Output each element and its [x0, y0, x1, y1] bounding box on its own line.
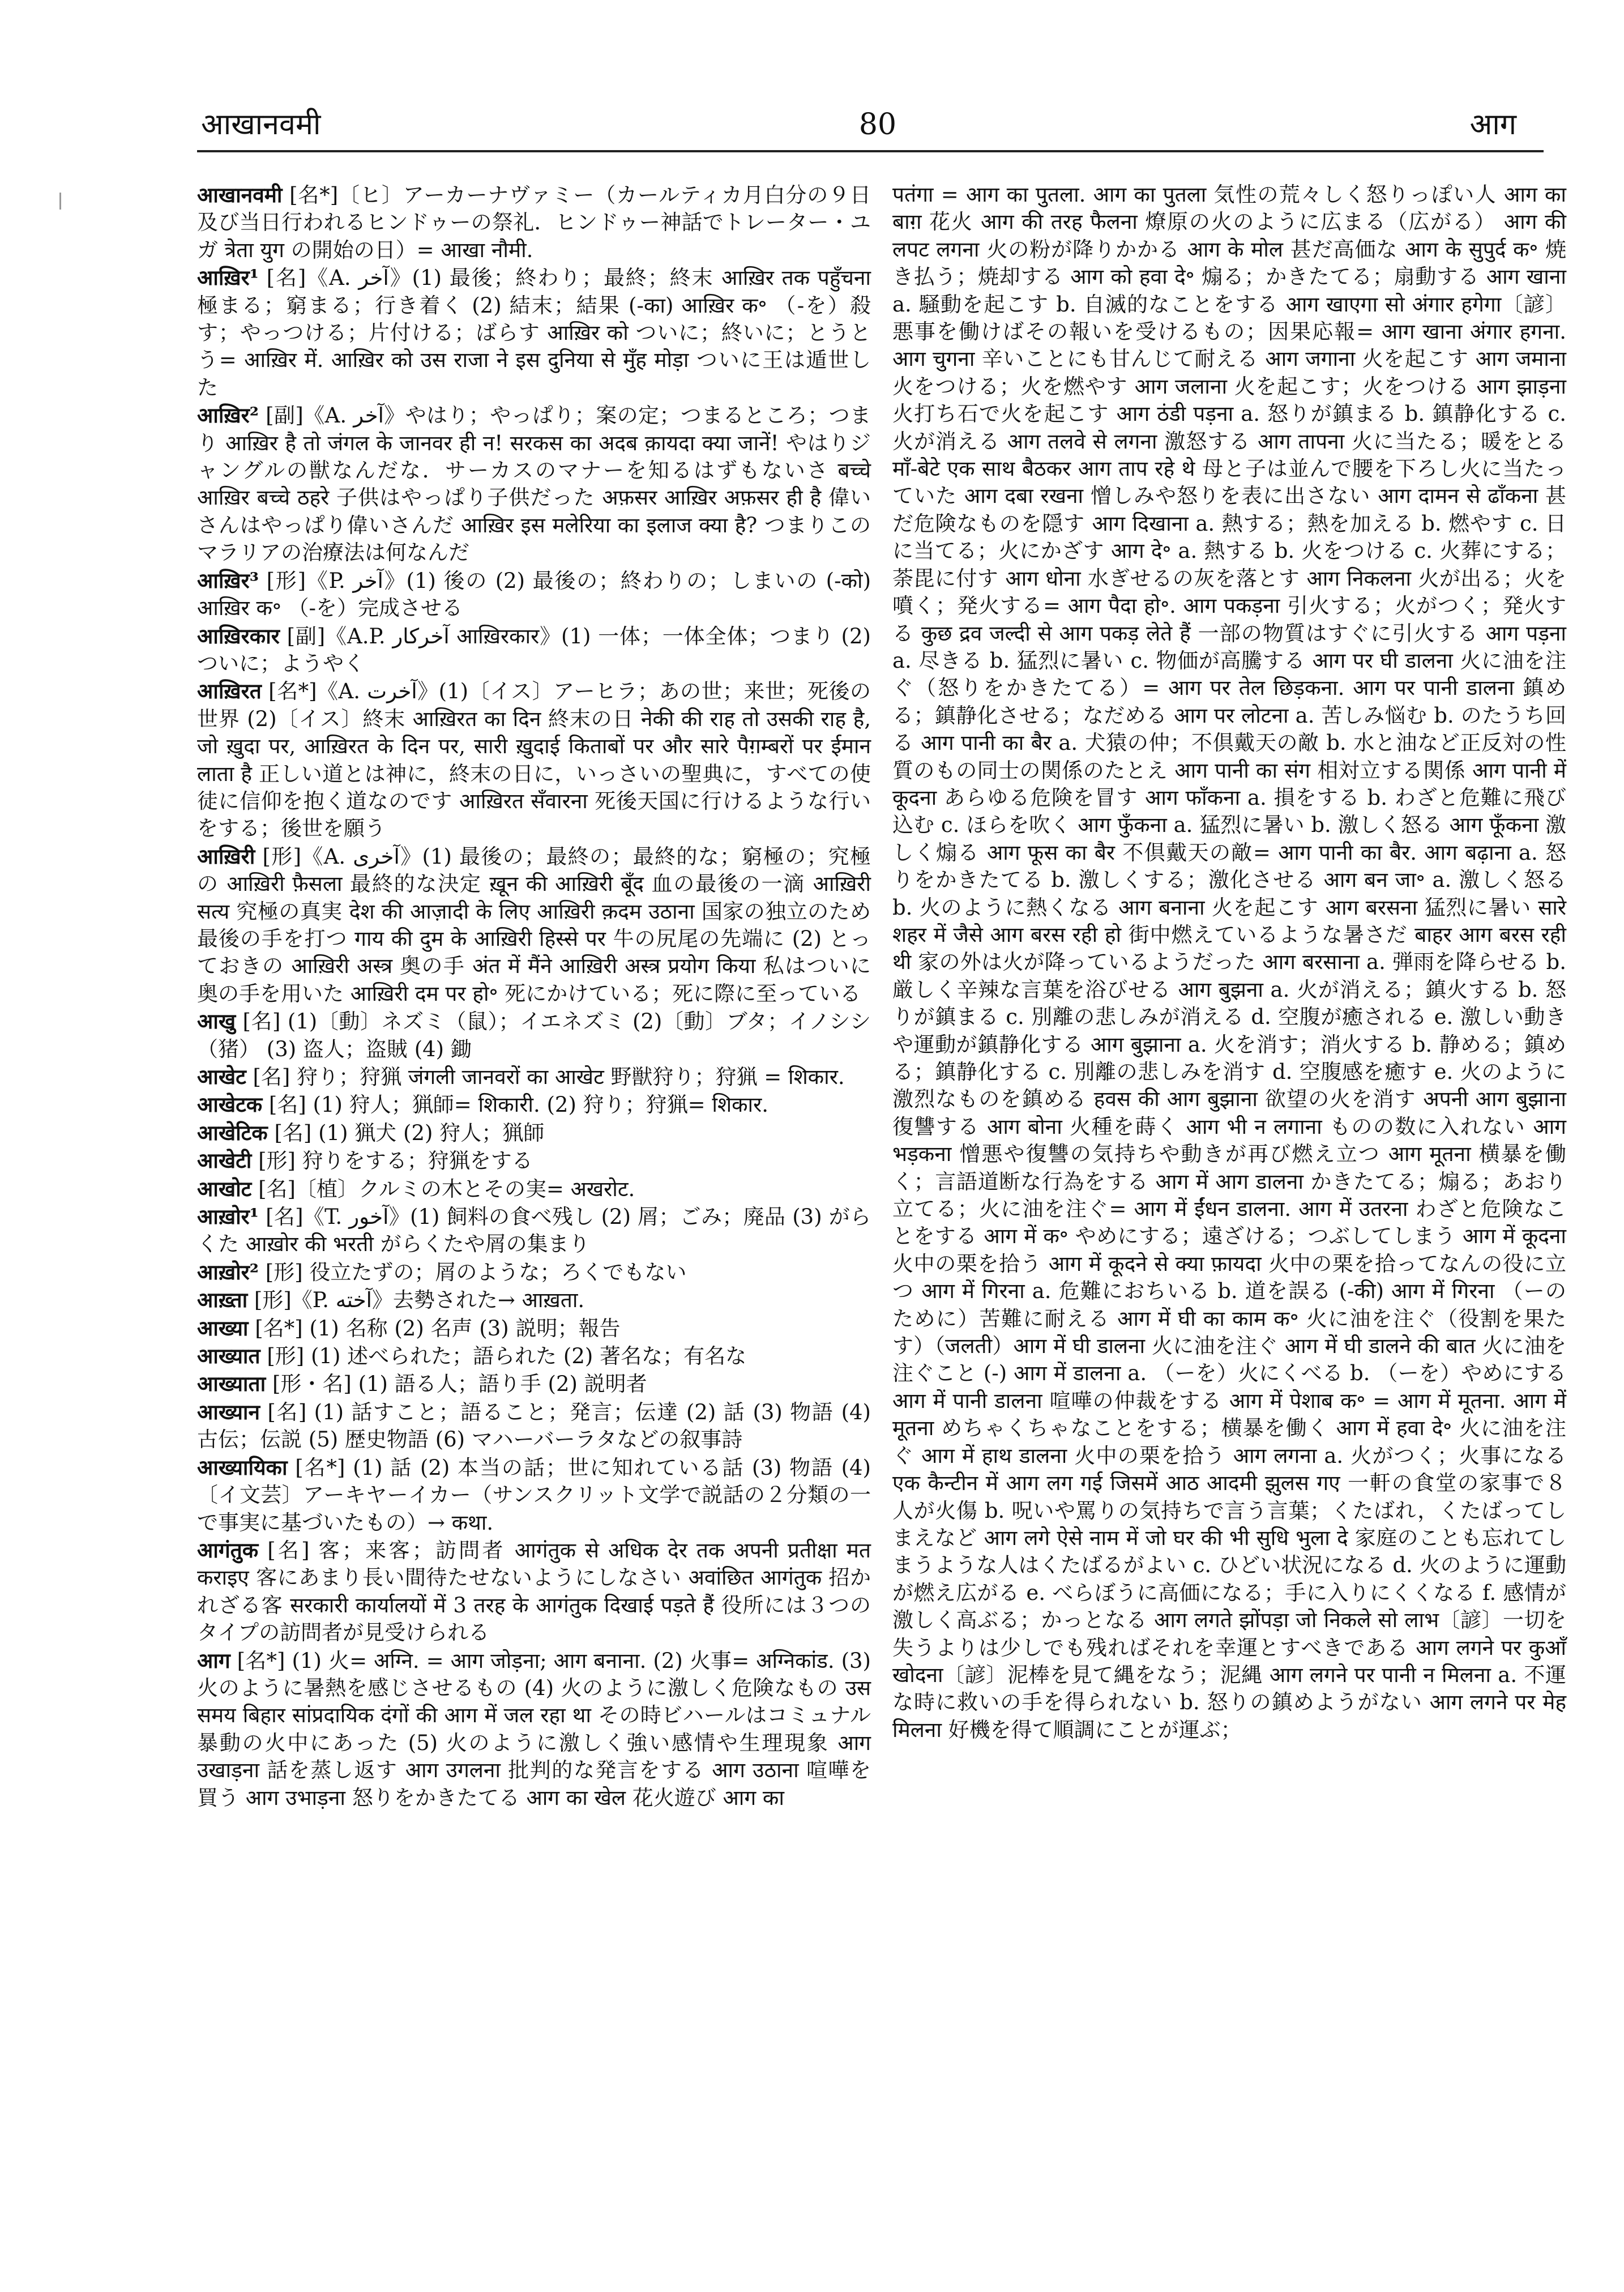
entry-body: [名] 客；来客；訪問者 आगंतुक से अधिक देर तक अपनी प्रतीक्षा मत कराइए 客にあまり長い間待たせないようにしなさい अवांछित आगंतुक 招かれざる客 सरकारी कार्यालयों में 3 तरह के आगंतुक दिखाई पड़ते हैं 役所には３つのタイプの訪問者が見受けられる [197, 1538, 871, 1645]
entry-headword: आख़िरत [197, 678, 262, 704]
entry-headword: आख़िर³ [197, 567, 259, 593]
dictionary-entry [197, 1091, 871, 1119]
dictionary-entry [197, 1258, 871, 1286]
entry-body: [名] (1) 狩人；猟師= शिकारी. (2) 狩り；狩猟= शिकार. [262, 1092, 769, 1117]
dictionary-entry [197, 264, 871, 402]
entry-continuation: पतंगा = आग का पुतला. आग का पुतला 気性の荒々しく怒りっぽい人 आग का बाग़ 花火 आग की तरह फैलना 燎原の火のように広まる（広がる） आग की लपट लगना 火の粉が降りかかる आग के मोल 甚だ高価な आग के सुपुर्द क॰ 焼き払う；焼却する आग को हवा दे॰ 煽る；かきたてる；扇動する आग खाना a. 騒動を起こす b. 自滅的なことをする आग खाएगा सो अंगार हगेगा〔諺〕悪事を働けばその報いを受けるもの；因果応報= आग खाना अंगार हगना. आग चुगना 辛いことにも甘んじて耐える आग जगाना 火を起こす आग जमाना 火をつける；火を燃やす आग जलाना 火を起こす；火をつける आग झाड़ना 火打ち石で火を起こす आग ठंडी पड़ना a. 怒りが鎮まる b. 鎮静化する c. 火が消える आग तलवे से लगना 激怒する आग तापना 火に当たる；暖をとる माँ-बेटे एक साथ बैठकर आग ताप रहे थे 母と子は並んで腰を下ろし火に当たっていた आग दबा रखना 憎しみや怒りを表に出さない आग दामन से ढाँकना 甚だ危険なものを隠す आग दिखाना a. 熱する；熱を加える b. 燃やす c. 日に当てる；火にかざす आग दे॰ a. 熱する b. 火をつける c. 火葬にする；荼毘に付す आग धोना 水ぎせるの灰を落とす आग निकलना 火が出る；火を噴く；発火する= आग पैदा हो॰. आग पकड़ना 引火する；火がつく；発火する कुछ द्रव जल्दी से आग पकड़ लेते हैं 一部の物質はすぐに引火する आग पड़ना a. 尽きる b. 猛烈に暑い c. 物価が高騰する आग पर घी डालना 火に油を注ぐ（怒りをかきたてる）= आग पर तेल छिड़कना. आग पर पानी डालना 鎮める；鎮静化させる；なだめる आग पर लोटना a. 苦しみ悩む b. のたうち回る आग पानी का बैर a. 犬猿の仲；不倶戴天の敵 b. 水と油など正反対の性質のもの同士の関係のたとえ आग पानी का संग 相対立する関係 आग पानी में कूदना あらゆる危険を冒す आग फाँकना a. 損をする b. わざと危難に飛び込む c. ほらを吹く आग फुँकना a. 猛烈に暑い b. 激しく怒る आग फूँकना 激しく煽る आग फूस का बैर 不倶戴天の敵= आग पानी का बैर. आग बढ़ाना a. 怒りをかきたてる b. 激しくする；激化させる आग बन जा॰ a. 激しく怒る b. 火のように熱くなる आग बनाना 火を起こす आग बरसना 猛烈に暑い सारे शहर में जैसे आग बरस रही हो 街中燃えているような暑さだ बाहर आग बरस रही थी 家の外は火が降っているようだった आग बरसाना a. 弾雨を降らせる b. 厳しく辛辣な言葉を浴びせる आग बुझना a. 火が消える；鎮火する b. 怒りが鎮まる c. 別離の悲しみが消える d. 空腹が癒される e. 激しい動きや運動が鎮静化する आग बुझाना a. 火を消す；消火する b. 静める；鎮める；鎮静化する c. 別離の悲しみを消す d. 空腹感を癒す e. 火のように激烈なものを鎮める हवस की आग बुझाना 欲望の火を消す अपनी आग बुझाना 復讐する आग बोना 火種を蒔く आग भी न लगाना ものの数に入れない आग भड़कना 憎悪や復讐の気持ちや動きが再び燃え立つ आग मूतना 横暴を働く；言語道断な行為をする आग में आग डालना かきたてる；煽る；あおり立てる；火に油を注ぐ= आग में ईंधन डालना. आग में उतरना わざと危険なことをする आग में क॰ やめにする；遠ざける；つぶしてしまう आग में कूदना 火中の栗を拾う आग में कूदने से क्या फ़ायदा 火中の栗を拾ってなんの役に立つ आग में गिरना a. 危難におちいる b. 道を誤る (-की) आग में गिरना （ーのために）苦難に耐える आग में घी का काम क॰ 火に油を注ぐ（役割を果たす）（जलती）आग में घी डालना 火に油を注ぐ आग में घी डालने की बात 火に油を注ぐこと (-) आग में डालना a. （ーを）火にくべる b. （ーを）やめにする आग में पानी डालना 喧嘩の仲裁をする आग में पेशाब क॰ = आग में मूतना. आग में मूतना めちゃくちゃなことをする；横暴を働く आग में हवा दे॰ 火に油を注ぐ आग में हाथ डालना 火中の栗を拾う आग लगना a. 火がつく；火事になる एक कैन्टीन में आग लग गई जिसमें आठ आदमी झुलस गए 一軒の食堂の家事で８人が火傷 b. 呪いや罵りの気持ちで言う言葉；くたばれ，くたばってしまえなど आग लगे ऐसे नाम में जो घर की भी सुधि भुला दे 家庭のことも忘れてしまうような人はくたばるがよい c. ひどい状況になる d. 火のように運動が燃え広がる e. べらぼうに高価になる；手に入りにくくなる f. 感情が激しく高ぶる；かっとなる आग लगते झोंपड़ा जो निकले सो लाभ〔諺〕一切を失うよりは少しでも残ればそれを幸運とすべきである आग लगने पर कुआँ खोदना〔諺〕泥棒を見て縄をなう；泥縄 आग लगने पर पानी न मिलना a. 不運な時に救いの手を得られない b. 怒りの鎮めようがない आग लगने पर मेह मिलना 好機を得て順調にことが運ぶ； [892, 182, 1567, 1742]
dictionary-entry [197, 1119, 871, 1147]
running-head-right: आग [1469, 108, 1516, 142]
dictionary-entry [197, 1175, 871, 1203]
entry-body: [形] (1) 述べられた；語られた (2) 著名な；有名な [260, 1344, 747, 1369]
entry-headword: आख्यात [197, 1343, 260, 1369]
dictionary-entry [197, 1203, 871, 1258]
entry-headword: आख़िर² [197, 403, 259, 428]
entry-headword: आग [197, 1647, 230, 1673]
entry-headword: आख्या [197, 1315, 249, 1341]
entry-body: [名]《T. آخور》(1) 飼料の食べ残し (2) 屑；ごみ；廃品 (3) がらくた आख़ोर की भरती がらくたや屑の集まり [197, 1205, 871, 1257]
dictionary-entry [197, 622, 871, 678]
entry-body: [副]《A.P. آخرکار आख़िरकार》(1) 一体；一体全体；つまり (2) ついに；ようやく [197, 624, 871, 676]
entry-body: [名*]〔ヒ〕アーカーナヴァミー（カールティカ月白分の９日及び当日行われるヒンドゥーの祭礼．ヒンドゥー神話でトレーター・ユガ त्रेता युग の開始の日）= आखा नौमी. [197, 183, 871, 262]
header-rule [197, 150, 1544, 152]
entry-headword: आख्याता [197, 1371, 266, 1397]
entry-headword: आख्यायिका [197, 1454, 288, 1480]
entry-body: [形]《P. آخته》去勢された→ आख़ता. [247, 1288, 585, 1313]
entry-body: [名*] (1) 名称 (2) 名声 (3) 説明；報告 [248, 1316, 621, 1341]
entry-headword: आख़ोर¹ [197, 1204, 259, 1230]
entry-body: [名]〔植〕クルミの木とその実= अखरोट. [251, 1176, 635, 1201]
dictionary-entry [197, 181, 871, 264]
dictionary-entry [197, 1536, 871, 1647]
entry-body: [名*]《A. آخرت》(1)〔イス〕アーヒラ；あの世；来世；死後の世界 (2)〔イス〕終末 आख़िरत का दिन 終末の日 नेकी की राह तो उसकी राह है, जो ख़ुदा पर, आख़िरत के दिन पर, सारी ख़ुदाई किताबों पर और सारे पैग़म्बरों पर ईमान लाता है 正しい道とは神に，終末の日に，いっさいの聖典に，すべての使徒に信仰を抱く道なのです आख़िरत सँवारना 死後天国に行けるような行いをする；後世を願う [197, 679, 871, 841]
entry-body: [名] 狩り；狩猟 जंगली जानवरों का आखेट 野獣狩り；狩猟 = शिकार. [246, 1065, 845, 1089]
entry-headword: आख़्ता [197, 1287, 248, 1313]
entry-headword: आखोट [197, 1176, 252, 1201]
dictionary-entry [197, 1398, 871, 1454]
dictionary-entry [197, 1454, 871, 1536]
entry-body: [名] (1) 猟犬 (2) 狩人；猟師 [267, 1120, 545, 1145]
running-head-left: आखानवमी [201, 108, 321, 142]
entry-body: [名] (1) 話すこと；語ること；発言；伝達 (2) 話 (3) 物語 (4) 古伝；伝説 (5) 歴史物語 (6) マハーバーラタなどの叙事詩 [197, 1399, 871, 1452]
dictionary-entry [197, 1647, 871, 1812]
entry-body: [名*] (1) 火= अग्नि. = आग जोड़ना; आग बनाना. (2) 火事= अग्निकांड. (3) 火のように暑熱を感じさせるもの (4) 火のように激しく危険なもの उस समय बिहार सांप्रदायिक दंगों की आग में जल रहा था その時ビハールはコミュナル暴動の火中にあった (5) 火のように激しく強い感情や生理現象 आग उखाड़ना 話を蒸し返す आग उगलना 批判的な発言をする आग उठाना 喧嘩を買う आग उभाड़ना 怒りをかきたてる आग का खेल 花火遊び आग का [197, 1648, 871, 1810]
dictionary-entry [197, 1314, 871, 1342]
dictionary-entry [197, 843, 871, 1008]
entry-headword: आख्यान [197, 1399, 260, 1424]
entry-headword: आखेटिक [197, 1120, 268, 1145]
entry-body: [形]《A. آخری》(1) 最後の；最終の；最終的な；窮極の；究極の आख़िरी फ़ैसला 最終的な決定 ख़ून की आख़िरी बूँद 血の最後の一滴 आख़िरी सत्य 究極の真実 देश की आज़ादी के लिए आख़िरी क़दम उठाना 国家の独立のため最後の手を打つ गाय की दुम के आख़िरी हिस्से पर 牛の尻尾の先端に (2) とっておきの आख़िरी अस्त्र 奥の手 अंत में मैंने आख़िरी अस्त्र प्रयोग किया 私はついに奥の手を用いた आख़िरी दम पर हो॰ 死にかけている；死に際に至っている [197, 844, 871, 1006]
dictionary-entry [197, 1370, 871, 1398]
entry-headword: आखेटी [197, 1148, 252, 1173]
entry-headword: आखु [197, 1009, 236, 1034]
entry-headword: आखानवमी [197, 182, 283, 207]
margin-mark [59, 193, 61, 210]
entry-headword: आख़िरी [197, 843, 255, 869]
entry-headword: आखेट [197, 1064, 246, 1089]
entry-body: [形] 狩りをする；狩猟をする [251, 1149, 533, 1173]
entry-body: [形] 役立たずの；屑のような；ろくでもない [259, 1260, 687, 1284]
entry-body: [形]《P. آخر》(1) 後の (2) 最後の；終わりの；しまいの (-को) आख़िर क॰ （-を）完成させる [197, 568, 871, 621]
entry-body: [名] (1)〔動〕ネズミ（鼠）；イエネズミ (2)〔動〕ブタ；イノシシ（猪） (3) 盗人；盗賊 (4) 鋤 [197, 1009, 871, 1061]
dictionary-entry [197, 1286, 871, 1314]
entry-body: [名]《A. آخر》(1) 最後；終わり；最終；終末 आख़िर तक पहुँचना 極まる；窮まる；行き着く (2) 結末；結果 (-का) आख़िर क॰ （-を）殺す；やっつける；片付ける；ばらす आख़िर को ついに；終いに；とうとう= आख़िर में. आख़िर को उस राजा ने इस दुनिया से मुँह मोड़ा ついに王は遁世した [197, 266, 871, 400]
page-number: 80 [858, 108, 897, 142]
entry-headword: आख़िर¹ [197, 265, 259, 291]
entry-headword: आख़ोर² [197, 1259, 259, 1284]
dictionary-entry [197, 567, 871, 622]
entry-headword: आखेटक [197, 1092, 263, 1117]
left-column [197, 181, 871, 1812]
entry-body: [形・名] (1) 語る人；語り手 (2) 説明者 [266, 1372, 647, 1397]
entry-headword: आख़िरकार [197, 623, 280, 648]
dictionary-entry [197, 402, 871, 566]
dictionary-entry [197, 1342, 871, 1370]
dictionary-entry [197, 1008, 871, 1063]
entry-headword: आगंतुक [197, 1537, 259, 1563]
entry-body: [名*] (1) 話 (2) 本当の話；世に知れている話 (3) 物語 (4)〔イ文芸〕アーキヤーイカー（サンスクリット文学で説話の２分類の一で事実に基づいたもの）→ कथा. [197, 1455, 871, 1535]
dictionary-entry [197, 1147, 871, 1175]
right-column [892, 181, 1566, 1744]
dictionary-entry [197, 677, 871, 842]
entry-body: [副]《A. آخر》やはり；やっぱり；案の定；つまるところ；つまり आख़िर है तो जंगल के जानवर ही न! सरकस का अदब क़ायदा क्या जानें! やはりジャングルの獣なんだな．サーカスのマナーを知るはずもないさ बच्चे आख़िर बच्चे ठहरे 子供はやっぱり子供だった अफ़सर आख़िर अफ़सर ही है 偉いさんはやっぱり偉いさんだ आख़िर इस मलेरिया का इलाज क्या है? つまりこのマラリアの治療法は何なんだ [197, 403, 871, 565]
dictionary-entry [197, 1063, 871, 1091]
